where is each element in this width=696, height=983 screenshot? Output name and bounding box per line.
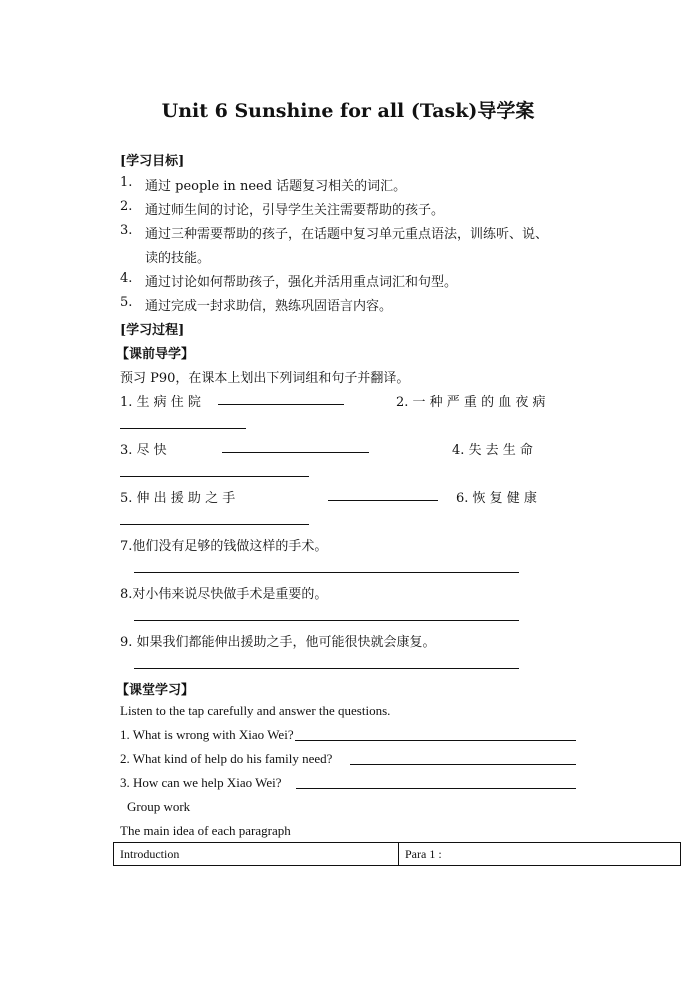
page-title: Unit 6 Sunshine for all (Task)导学案	[161, 100, 535, 122]
table-row	[114, 843, 681, 866]
sentence-7: 7.他们没有足够的钱做这样的手术。	[120, 539, 328, 554]
sentence-9-blank[interactable]	[134, 668, 519, 669]
question-3-blank[interactable]	[296, 788, 576, 789]
phrase-6: 6. 恢 复 健 康	[456, 491, 537, 506]
group-work-label: Group work	[127, 799, 191, 814]
question-1: 1. What is wrong with Xiao Wei?	[120, 727, 294, 742]
phrase-2-blank[interactable]	[120, 428, 246, 429]
question-2: 2. What kind of help do his family need?	[120, 751, 333, 766]
para-1-cell[interactable]: Para 1 :	[399, 843, 681, 866]
goal-text-2: 通过师生间的讨论，引导学生关注需要帮助的孩子。	[145, 203, 445, 218]
question-1-blank[interactable]	[295, 740, 576, 741]
process-heading: [学习过程]	[120, 323, 185, 338]
goal-num-1: 1.	[120, 175, 133, 190]
in-class-heading: 【课堂学习】	[116, 683, 195, 698]
phrase-1-blank[interactable]	[218, 404, 344, 405]
phrase-3: 3. 尽 快	[120, 443, 167, 458]
phrase-6-blank[interactable]	[120, 524, 309, 525]
goal-num-4: 4.	[120, 271, 133, 286]
question-2-blank[interactable]	[350, 764, 576, 765]
sentence-8: 8.对小伟来说尽快做手术是重要的。	[120, 587, 328, 602]
goal-text-5: 通过完成一封求助信，熟练巩固语言内容。	[145, 299, 393, 314]
phrase-5: 5. 伸 出 援 助 之 手	[120, 491, 236, 506]
listen-intro: Listen to the tap carefully and answer the questions.	[120, 703, 391, 718]
sentence-8-blank[interactable]	[134, 620, 519, 621]
sentence-7-blank[interactable]	[134, 572, 519, 573]
phrase-4-blank[interactable]	[120, 476, 309, 477]
introduction-cell: Introduction	[114, 843, 399, 866]
goal-num-2: 2.	[120, 199, 133, 214]
goal-text-1: 通过 people in need 话题复习相关的词汇。	[145, 179, 407, 194]
phrase-4: 4. 失 去 生 命	[452, 443, 533, 458]
main-idea-label: The main idea of each paragraph	[120, 823, 291, 838]
goal-num-5: 5.	[120, 295, 133, 310]
goal-text-4: 通过讨论如何帮助孩子，强化并活用重点词汇和句型。	[145, 275, 458, 290]
phrase-3-blank[interactable]	[222, 452, 369, 453]
goal-num-3: 3.	[120, 223, 133, 238]
pre-class-intro: 预习 P90，在课本上划出下列词组和句子并翻译。	[120, 371, 410, 386]
goals-heading: [学习目标]	[120, 154, 185, 169]
phrase-5-blank[interactable]	[328, 500, 438, 501]
main-idea-table	[113, 842, 681, 866]
phrase-1: 1. 生 病 住 院	[120, 395, 201, 410]
phrase-2: 2. 一 种 严 重 的 血 夜 病	[396, 395, 546, 410]
sentence-9: 9. 如果我们都能伸出援助之手，他可能很快就会康复。	[120, 635, 436, 650]
goal-text-3-cont: 读的技能。	[145, 251, 211, 266]
goal-text-3: 通过三种需要帮助的孩子，在话题中复习单元重点语法，训练听、说、	[145, 227, 549, 242]
pre-class-heading: 【课前导学】	[116, 347, 195, 362]
question-3: 3. How can we help Xiao Wei?	[120, 775, 282, 790]
